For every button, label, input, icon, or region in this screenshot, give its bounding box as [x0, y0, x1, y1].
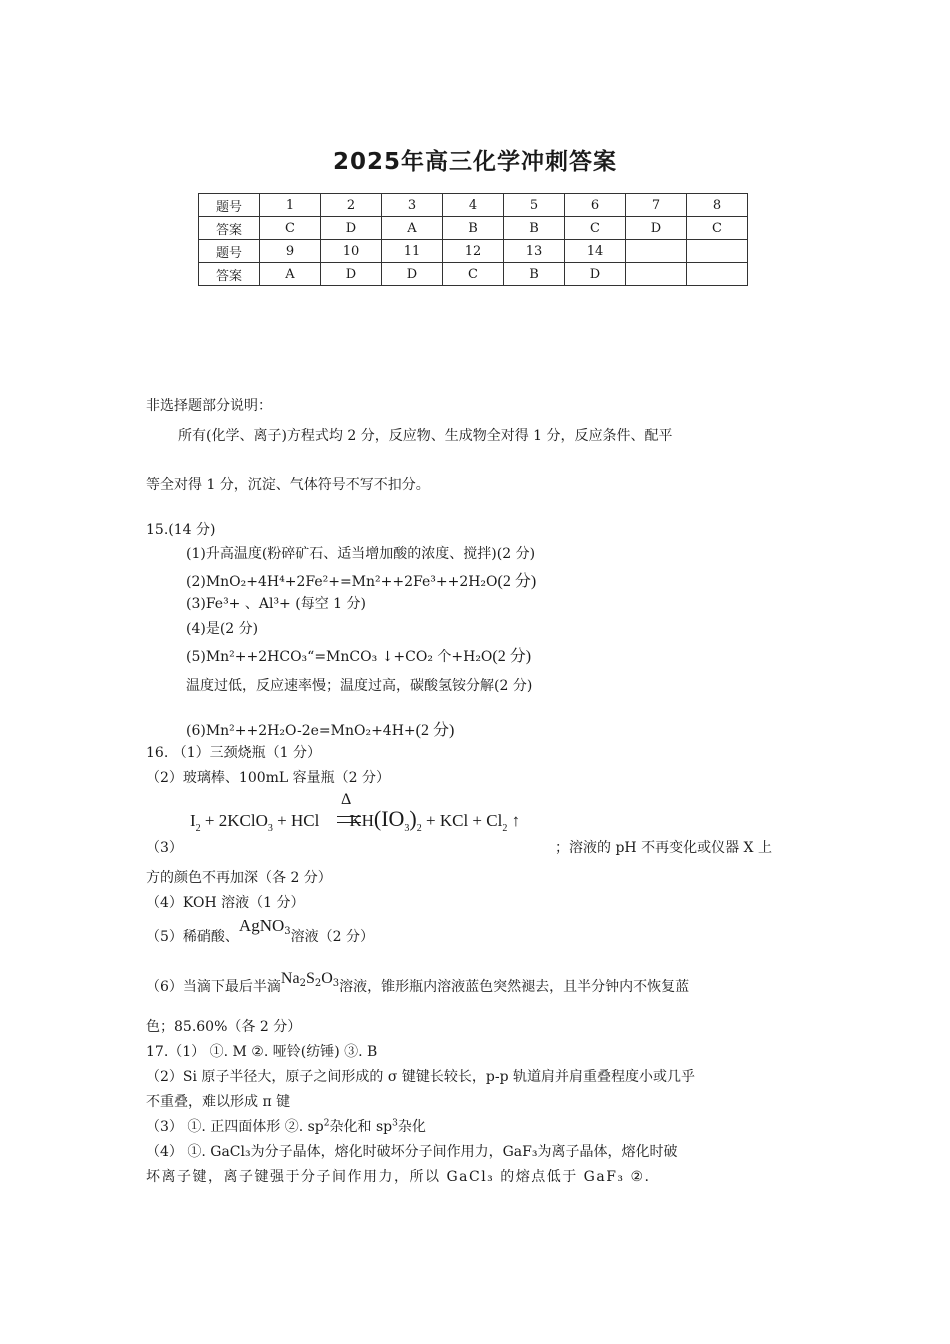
- table-cell: 7: [626, 194, 687, 217]
- notes-line-1: 所有(化学、离子)方程式均 2 分，反应物、生成物全对得 1 分，反应条件、配平: [178, 428, 673, 444]
- na-sub: 2: [299, 978, 306, 989]
- q15-part-2-score: (2 分): [497, 573, 537, 590]
- row-header-cell: 答案: [199, 217, 260, 240]
- table-cell: 3: [382, 194, 443, 217]
- table-cell: D: [321, 263, 382, 286]
- eq-io-sub: 3: [404, 823, 410, 834]
- table-cell: [626, 240, 687, 263]
- table-row: [199, 263, 748, 286]
- eq-i: I: [190, 811, 196, 830]
- q17-part-3-post: 杂化: [397, 1119, 426, 1135]
- notes-line-2: 等全对得 1 分，沉淀、气体符号不写不扣分。: [146, 477, 430, 493]
- table-cell: C: [260, 217, 321, 240]
- table-cell: 1: [260, 194, 321, 217]
- table-row: [199, 240, 748, 263]
- table-row: [199, 217, 748, 240]
- q16-part-6-pre: （6）当滴下最后半滴: [146, 979, 281, 995]
- table-cell: [626, 263, 687, 286]
- q16-part-2: （2）玻璃棒、100mL 容量瓶（2 分）: [146, 770, 391, 786]
- q15-part-5-score: (2 分): [492, 648, 532, 665]
- table-cell: D: [565, 263, 626, 286]
- table-row: [199, 194, 748, 217]
- q17-part-2: （2）Si 原子半径大，原子之间形成的 σ 键键长较长，p-p 轨道肩并肩重叠程度小或几乎: [146, 1069, 695, 1085]
- sp2-sup: 2: [323, 1118, 330, 1129]
- table-cell: 2: [321, 194, 382, 217]
- q17-part-4: （4） ①. GaCl₃为分子晶体，熔化时破坏分子间作用力，GaF₃为离子晶体，熔化时破: [146, 1144, 678, 1160]
- agno3-sub: 3: [284, 926, 291, 937]
- row-header-cell: 题号: [199, 240, 260, 263]
- table-cell: A: [382, 217, 443, 240]
- table-cell: B: [504, 263, 565, 286]
- q15-part-4: (4)是(2 分): [186, 621, 259, 637]
- eq-cl-sub: 2: [502, 823, 508, 834]
- q17-part-2-cont: 不重叠，难以形成 π 键: [146, 1094, 291, 1110]
- q15-part-5: [186, 643, 531, 666]
- q15-heading: 15.(14 分): [146, 522, 216, 538]
- table-cell: C: [565, 217, 626, 240]
- table-cell: C: [443, 263, 504, 286]
- table-cell: 12: [443, 240, 504, 263]
- q17-part-3: [146, 1116, 426, 1136]
- q16-part-5-post: 溶液（2 分）: [290, 929, 374, 945]
- table-cell: D: [321, 217, 382, 240]
- eq-kcl-cl: + KCl + Cl: [421, 811, 503, 830]
- eq-hcl: + HCl: [272, 811, 320, 830]
- table-cell: D: [382, 263, 443, 286]
- q16-part-3-cont: 方的颜色不再加深（各 2 分）: [146, 870, 332, 886]
- q17-part-3-mid: 杂化和 sp: [329, 1119, 393, 1135]
- gas-arrow-icon: ↑: [507, 811, 521, 830]
- q16-equation: [190, 806, 520, 834]
- table-cell: 4: [443, 194, 504, 217]
- o-sub: 3: [332, 978, 340, 989]
- eq-kh: KH: [349, 811, 374, 830]
- q16-part-3-tail: ；溶液的 pH 不再变化或仪器 X 上: [555, 840, 772, 856]
- q15-part-6: [186, 717, 454, 740]
- q16-part-3-label: （3）: [146, 840, 183, 856]
- page-title: 2025年高三化学冲刺答案: [332, 149, 617, 175]
- agno3-formula: AgNO: [238, 916, 285, 935]
- q16-part-1: 16. （1）三颈烧瓶（1 分）: [146, 745, 321, 761]
- q16-part-6-post: 溶液，锥形瓶内溶液蓝色突然褪去，且半分钟内不恢复蓝: [339, 979, 690, 995]
- table-cell: C: [687, 217, 748, 240]
- q15-part-5-equation: (5)Mn²++2HCO₃“=MnCO₃ ↓+CO₂ 个+H₂O: [186, 649, 493, 665]
- table-cell: [687, 240, 748, 263]
- q15-part-6-score: (2 分): [415, 722, 455, 739]
- o-symbol: O: [321, 970, 333, 987]
- eq-io: (IO: [373, 806, 405, 831]
- q16-part-4: （4）KOH 溶液（1 分）: [146, 895, 305, 911]
- table-cell: 11: [382, 240, 443, 263]
- table-cell: [687, 263, 748, 286]
- table-cell: 10: [321, 240, 382, 263]
- table-cell: 6: [565, 194, 626, 217]
- notes-heading: 非选择题部分说明：: [146, 398, 272, 414]
- table-cell: 14: [565, 240, 626, 263]
- q15-part-6-equation: (6)Mn²++2H₂O-2e=MnO₂+4H+: [186, 723, 416, 739]
- sp3-sup: 3: [392, 1118, 398, 1129]
- q15-part-3: (3)Fe³+ 、Al³+ (每空 1 分): [186, 596, 366, 612]
- q16-part-5: [146, 916, 374, 949]
- table-cell: 5: [504, 194, 565, 217]
- heat-symbol: Δ: [341, 791, 352, 808]
- q16-part-6-cont: 色；85.60%（各 2 分）: [146, 1019, 302, 1035]
- s-sub: 2: [314, 978, 322, 989]
- q15-part-2: [186, 568, 536, 591]
- q17-part-1: 17.（1） ①. M ②. 哑铃(纺锤) ③. B: [146, 1044, 378, 1060]
- q16-part-6: [146, 970, 690, 999]
- table-cell: 13: [504, 240, 565, 263]
- q15-part-5-note: 温度过低，反应速率慢；温度过高，碳酸氢铵分解(2 分): [186, 678, 533, 694]
- s-symbol: S: [305, 970, 315, 987]
- row-header-cell: 题号: [199, 194, 260, 217]
- table-cell: 8: [687, 194, 748, 217]
- table-cell: 9: [260, 240, 321, 263]
- answer-table: [198, 193, 748, 286]
- table-cell: B: [504, 217, 565, 240]
- eq-close-paren-sub: 2: [416, 823, 422, 834]
- q17-part-3-pre: （3） ①. 正四面体形 ②. sp: [146, 1119, 324, 1135]
- eq-close-paren: ): [409, 806, 417, 831]
- row-header-cell: 答案: [199, 263, 260, 286]
- eq-kclo3: + 2KClO: [200, 811, 268, 830]
- q15-part-2-equation: (2)MnO₂+4H⁴+2Fe²+=Mn²++2Fe³++2H₂O: [186, 574, 498, 590]
- na-symbol: Na: [280, 970, 300, 987]
- q15-part-1: (1)升高温度(粉碎矿石、适当增加酸的浓度、搅拌)(2 分): [186, 546, 536, 562]
- eq-i-sub: 2: [195, 823, 201, 834]
- eq-kclo3-sub: 3: [267, 823, 273, 834]
- table-cell: D: [626, 217, 687, 240]
- q16-part-5-pre: （5）稀硝酸、: [146, 929, 239, 945]
- q17-part-4-cont: 坏离子键，离子键强于分子间作用力，所以 GaCl₃ 的熔点低于 GaF₃ ②.: [146, 1169, 651, 1185]
- table-cell: A: [260, 263, 321, 286]
- table-cell: B: [443, 217, 504, 240]
